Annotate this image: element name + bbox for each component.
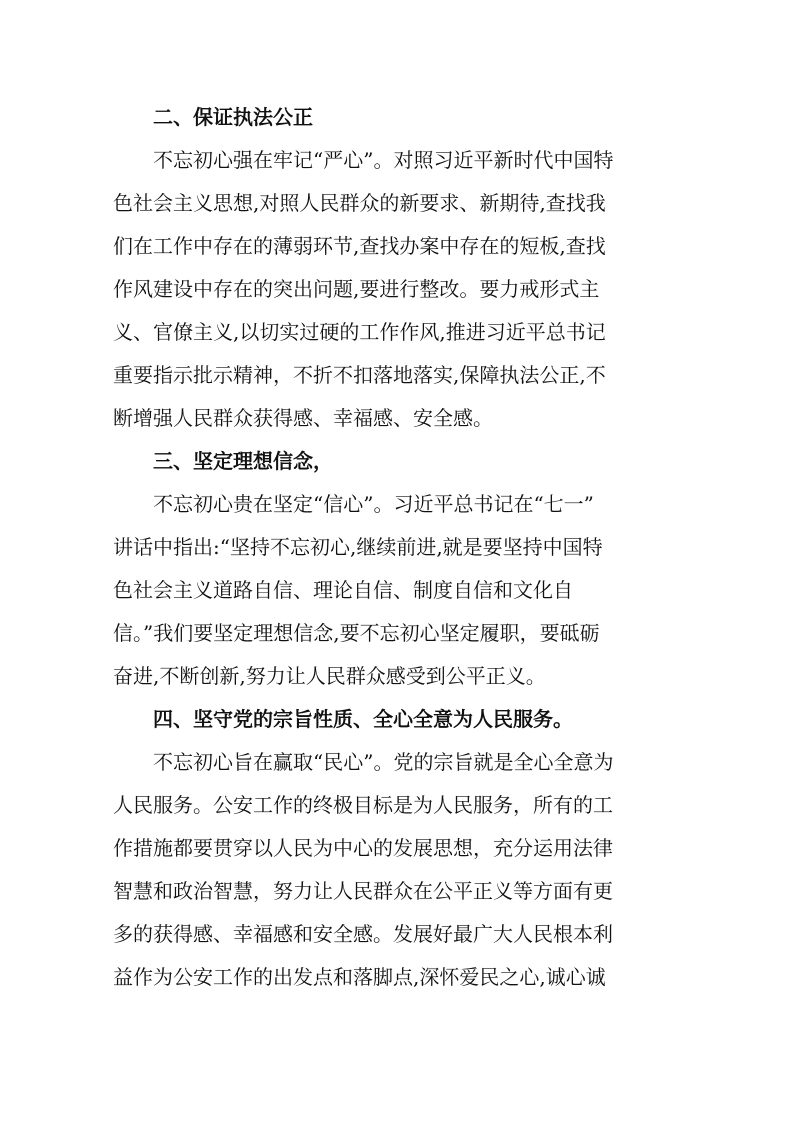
paragraph-line: 不忘初心旨在赢取“民心”。党的宗旨就是全心全意为 <box>153 750 614 774</box>
paragraph-line: 断增强人民群众获得感、幸福感、安全感。 <box>113 406 493 430</box>
paragraph-line: 不忘初心贵在坚定“信心”。习近平总书记在“七一” <box>153 492 594 516</box>
paragraph-line: 不忘初心强在牢记“严心”。对照习近平新时代中国特 <box>153 148 614 172</box>
paragraph-line: 智慧和政治智慧，努力让人民群众在公平正义等方面有更 <box>113 879 613 903</box>
paragraph-line: 益作为公安工作的出发点和落脚点,深怀爱民之心,诚心诚 <box>113 965 606 989</box>
paragraph-line: 色社会主义道路自信、理论自信、制度自信和文化自 <box>113 578 573 602</box>
paragraph-line: 奋进,不断创新,努力让人民群众感受到公平正义。 <box>113 664 546 688</box>
paragraph-line: 作风建设中存在的突出问题,要进行整改。要力戒形式主 <box>113 277 600 301</box>
paragraph-line: 们在工作中存在的薄弱环节,查找办案中存在的短板,查找 <box>113 234 606 258</box>
paragraph-line: 色社会主义思想,对照人民群众的新要求、新期待,查找我 <box>113 191 606 215</box>
paragraph-line: 重要指示批示精神，不折不扣落地落实,保障执法公正,不 <box>113 363 606 387</box>
paragraph-line: 讲话中指出:“坚持不忘初心,继续前进,就是要坚持中国特 <box>113 535 603 559</box>
paragraph-line: 信。”我们要坚定理想信念,要不忘初心坚定履职，要砥砺 <box>113 621 600 645</box>
paragraph-line: 多的获得感、幸福感和安全感。发展好最广大人民根本利 <box>113 922 613 946</box>
section-heading-3: 三、坚定理想信念， <box>153 449 333 473</box>
section-heading-2: 二、保证执法公正 <box>153 105 313 129</box>
paragraph-line: 作措施都要贯穿以人民为中心的发展思想，充分运用法律 <box>113 836 613 860</box>
paragraph-line: 义、官僚主义,以切实过硬的工作作风,推进习近平总书记 <box>113 320 606 344</box>
section-heading-4: 四、坚守党的宗旨性质、全心全意为人民服务。 <box>153 707 573 731</box>
paragraph-line: 人民服务。公安工作的终极目标是为人民服务，所有的工 <box>113 793 613 817</box>
